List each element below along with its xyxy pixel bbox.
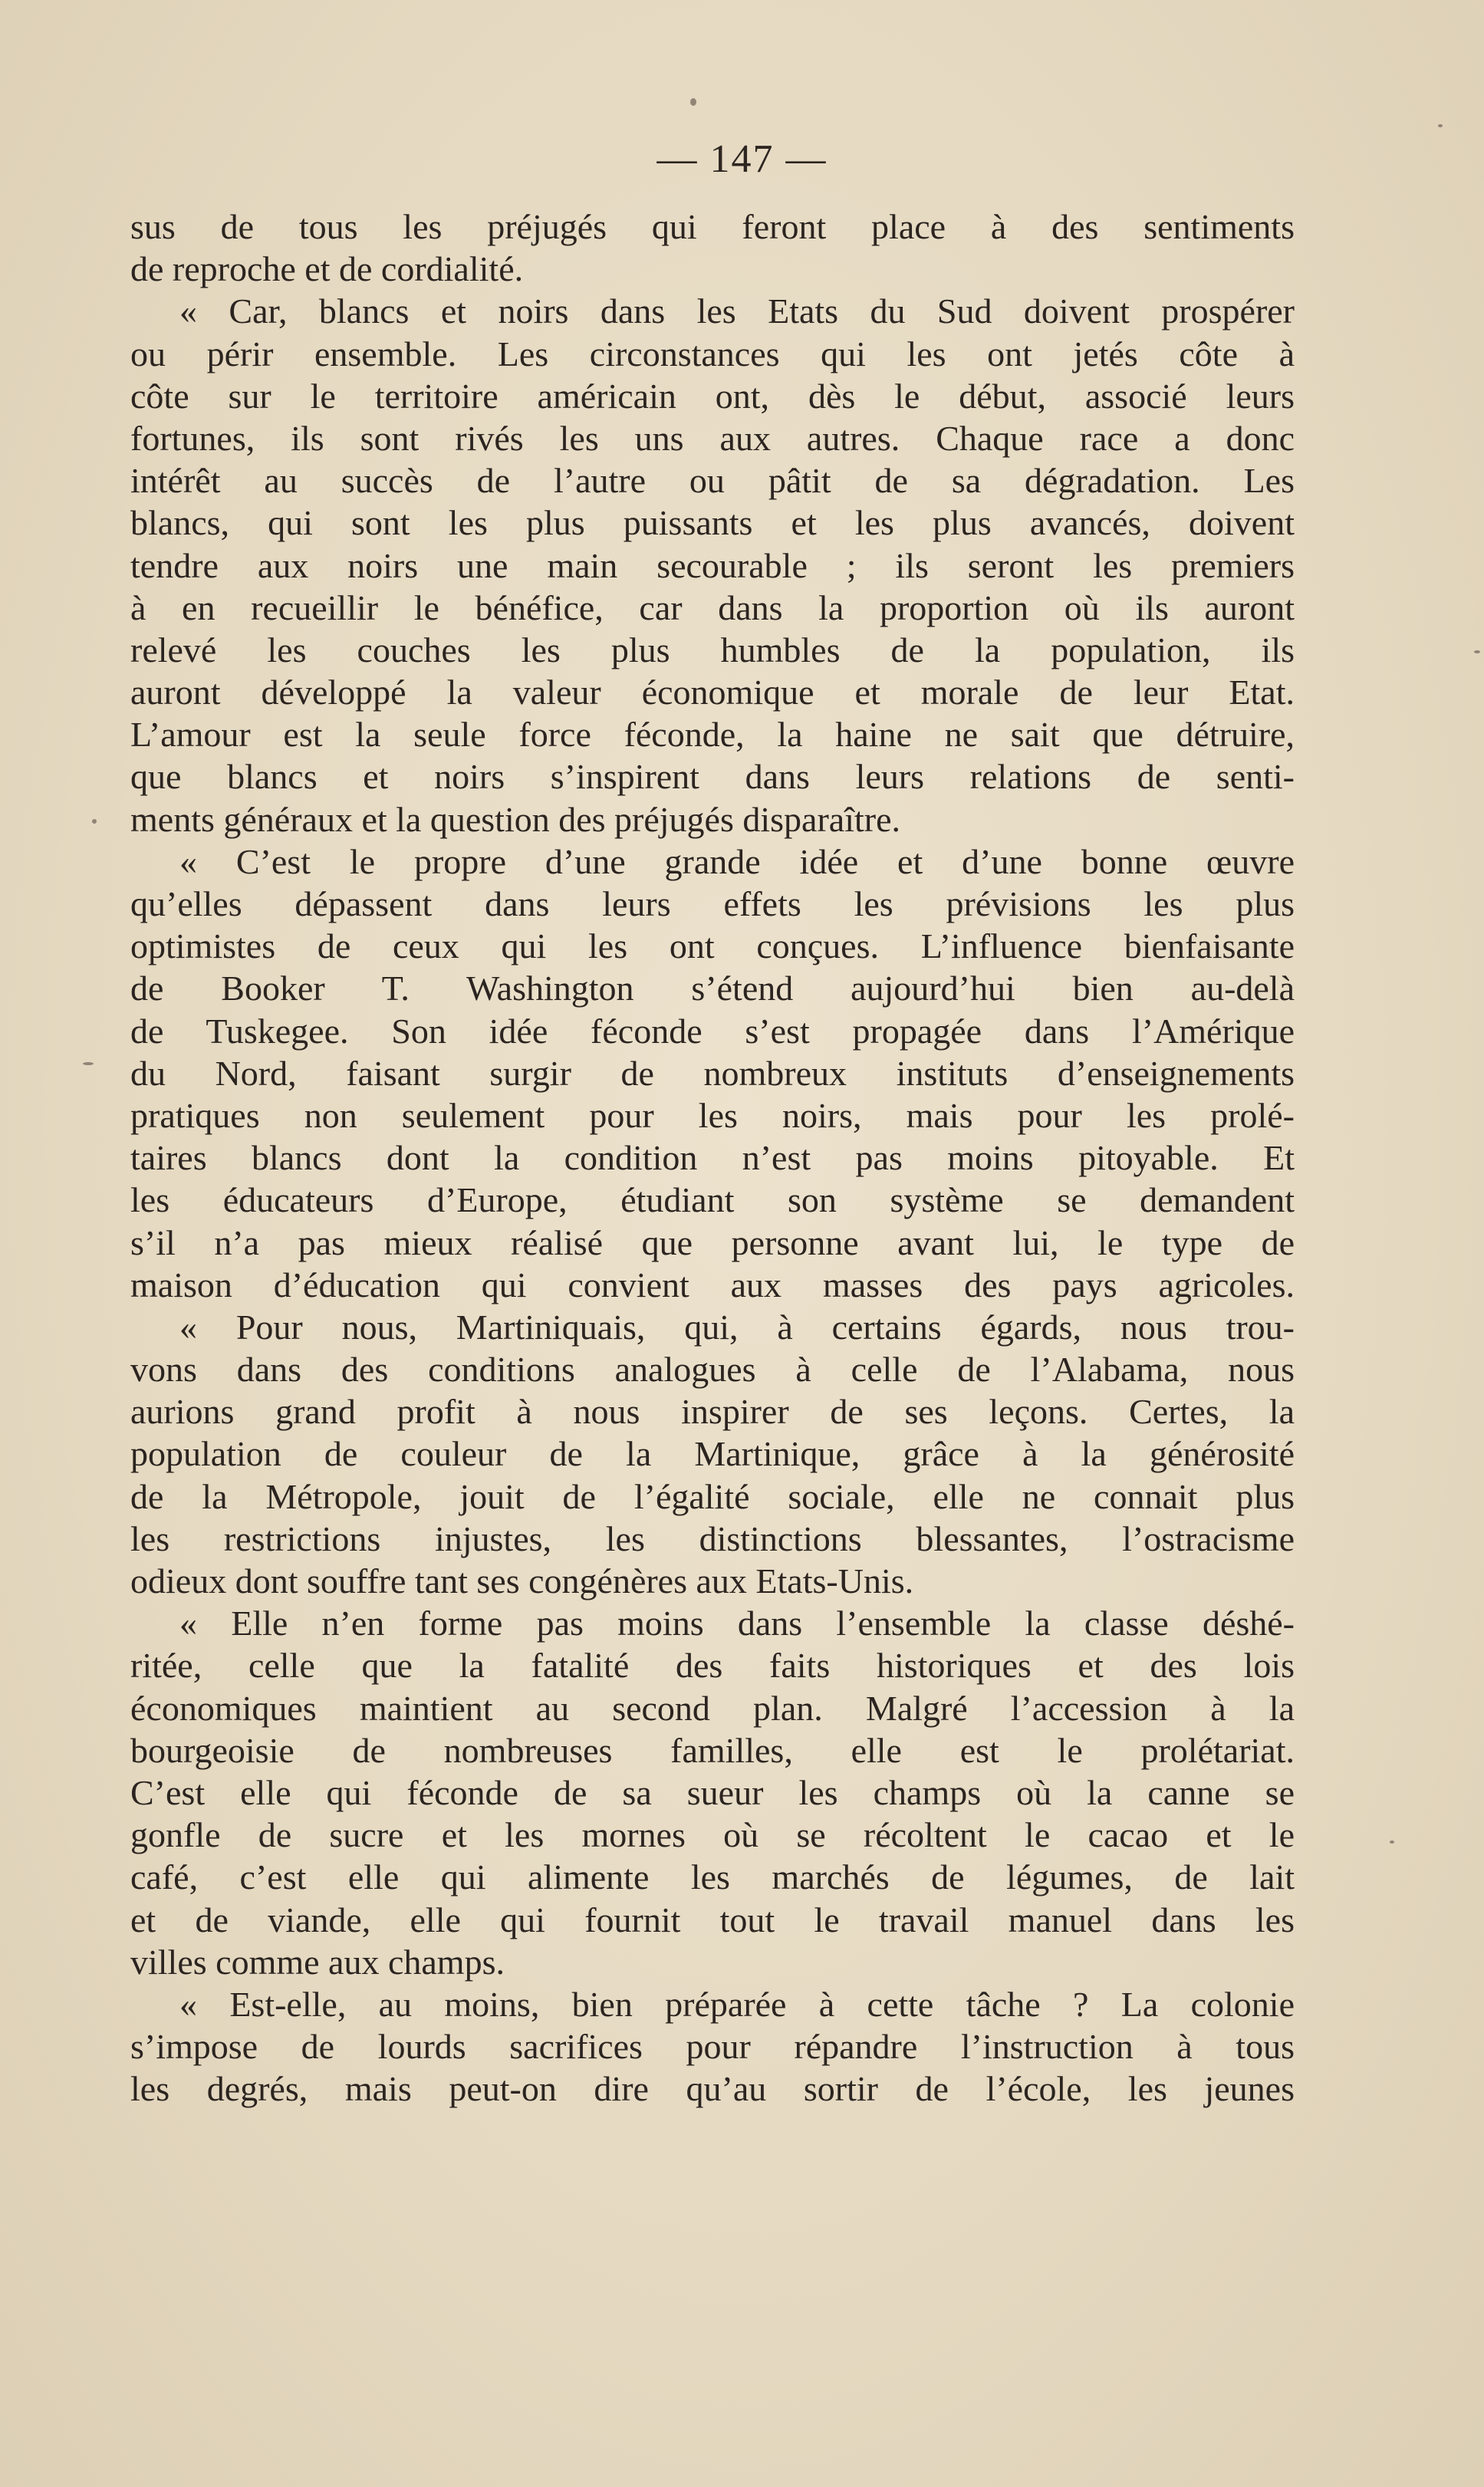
text-line: population de couleur de la Martinique, grâce à la générosité	[130, 1434, 1295, 1474]
text-line: et de viande, elle qui fournit tout le travail manuel dans les	[130, 1900, 1295, 1939]
body-text	[130, 206, 1295, 2110]
text-line: de Tuskegee. Son idée féconde s’est propagée dans l’Amérique	[130, 1011, 1295, 1051]
text-line: « Est-elle, au moins, bien préparée à cette tâche ? La colonie	[179, 1984, 1295, 2024]
ink-speck	[1390, 1841, 1394, 1844]
text-line: de Booker T. Washington s’étend aujourd’hui bien au-delà	[130, 969, 1295, 1008]
text-line: C’est elle qui féconde de sa sueur les champs où la canne se	[130, 1772, 1295, 1812]
text-line: de reproche et de cordialité.	[130, 249, 524, 289]
ink-speck	[690, 98, 696, 106]
text-line: « C’est le propre d’une grande idée et d’une bonne œuvre	[179, 841, 1295, 881]
text-line: s’impose de lourds sacrifices pour répandre l’instruction à tous	[130, 2027, 1295, 2067]
text-line: les degrés, mais peut-on dire qu’au sortir de l’école, les jeunes	[130, 2069, 1295, 2109]
text-line: s’il n’a pas mieux réalisé que personne avant lui, le type de	[130, 1222, 1295, 1262]
text-line: ments généraux et la question des préjugés disparaître.	[130, 799, 901, 839]
text-line: bourgeoisie de nombreuses familles, elle est le prolétariat.	[130, 1730, 1295, 1770]
text-line: les éducateurs d’Europe, étudiant son système se demandent	[130, 1180, 1295, 1220]
text-line: fortunes, ils sont rivés les uns aux autres. Chaque race a donc	[130, 418, 1295, 458]
text-line: ritée, celle que la fatalité des faits historiques et des lois	[130, 1646, 1295, 1686]
text-line: villes comme aux champs.	[130, 1942, 505, 1982]
text-line: café, c’est elle qui alimente les marchés de légumes, de lait	[130, 1857, 1295, 1897]
ink-speck	[83, 1062, 94, 1065]
text-line: économiques maintient au second plan. Malgré l’accession à la	[130, 1688, 1295, 1728]
text-line: auront développé la valeur économique et morale de leur Etat.	[130, 673, 1295, 712]
text-line: les restrictions injustes, les distinctions blessantes, l’ostracisme	[130, 1518, 1295, 1558]
text-line: sus de tous les préjugés qui feront place à des sentiments	[130, 207, 1295, 246]
text-line: blancs, qui sont les plus puissants et les plus avancés, doivent	[130, 503, 1295, 543]
text-line: du Nord, faisant surgir de nombreux instituts d’enseignements	[130, 1053, 1295, 1093]
text-line: pratiques non seulement pour les noirs, mais pour les prolé-	[130, 1095, 1295, 1135]
text-line: maison d’éducation qui convient aux masses des pays agricoles.	[130, 1265, 1295, 1304]
text-line: de la Métropole, jouit de l’égalité sociale, elle ne connait plus	[130, 1476, 1295, 1516]
text-line: « Car, blancs et noirs dans les Etats du Sud doivent prospérer	[179, 291, 1295, 331]
ink-speck	[1474, 650, 1480, 653]
text-line: « Elle n’en forme pas moins dans l’ensemble la classe déshé-	[179, 1604, 1295, 1643]
text-line: tendre aux noirs une main secourable ; ils seront les premiers	[130, 545, 1295, 585]
text-line: optimistes de ceux qui les ont conçues. L’influence bienfaisante	[130, 926, 1295, 966]
ink-speck	[92, 819, 97, 824]
text-line: odieux dont souffre tant ses congénères aux Etats-Unis.	[130, 1561, 914, 1600]
text-line: ou périr ensemble. Les circonstances qui les ont jetés côte à	[130, 334, 1295, 373]
text-line: vons dans des conditions analogues à celle de l’Alabama, nous	[130, 1350, 1295, 1390]
text-line: qu’elles dépassent dans leurs effets les prévisions les plus	[130, 884, 1295, 923]
ink-speck	[1438, 124, 1443, 127]
text-line: L’amour est la seule force féconde, la haine ne sait que détruire,	[130, 715, 1295, 755]
text-line: côte sur le territoire américain ont, dès le début, associé leurs	[130, 376, 1295, 416]
page-number: — 147 —	[656, 137, 828, 181]
text-line: gonfle de sucre et les mornes où se récoltent le cacao et le	[130, 1815, 1295, 1855]
text-line: à en recueillir le bénéfice, car dans la proportion où ils auront	[130, 587, 1295, 627]
text-line: taires blancs dont la condition n’est pas moins pitoyable. Et	[130, 1138, 1295, 1178]
text-line: intérêt au succès de l’autre ou pâtit de sa dégradation. Les	[130, 461, 1295, 501]
text-line: relevé les couches les plus humbles de la population, ils	[130, 630, 1295, 669]
text-line: que blancs et noirs s’inspirent dans leurs relations de senti-	[130, 757, 1295, 797]
text-line: « Pour nous, Martiniquais, qui, à certains égards, nous trou-	[179, 1307, 1295, 1347]
text-line: aurions grand profit à nous inspirer de ses leçons. Certes, la	[130, 1392, 1295, 1432]
